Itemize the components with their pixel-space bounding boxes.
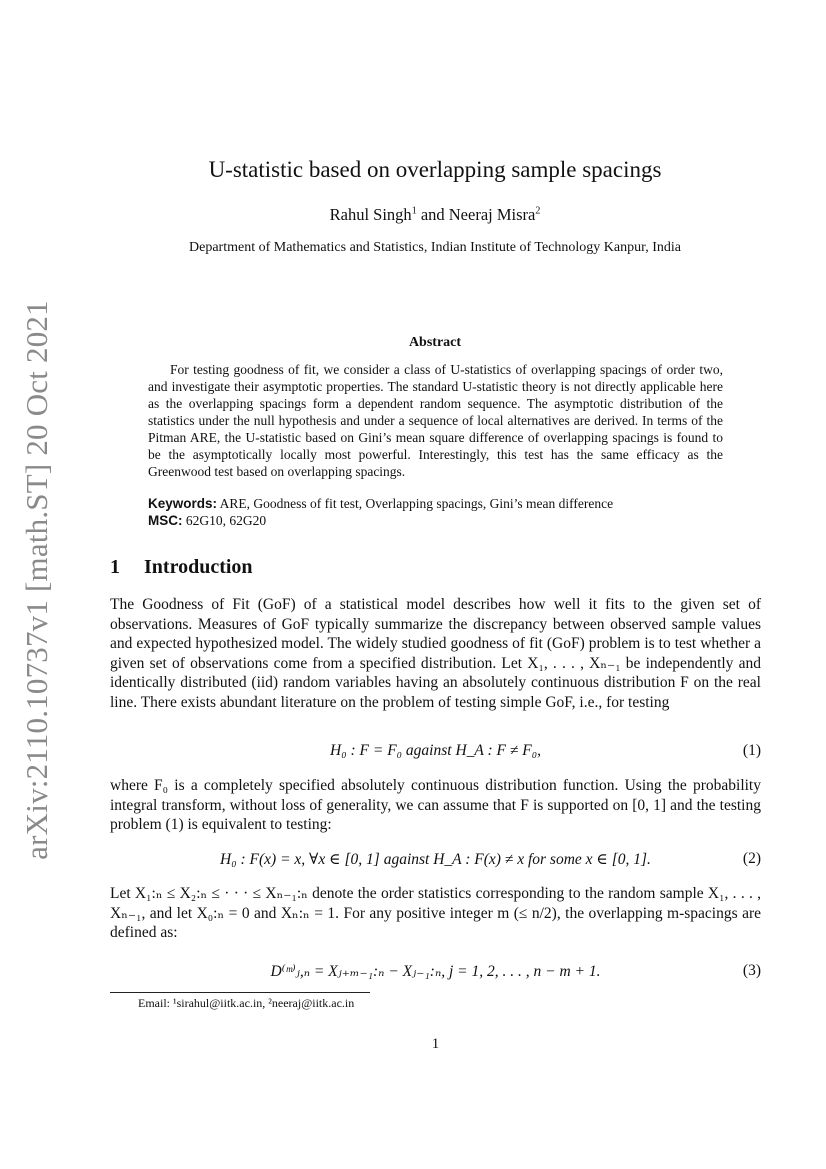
section-title: Introduction xyxy=(144,556,253,578)
keywords-value: ARE, Goodness of fit test, Overlapping spacings, Gini’s mean difference xyxy=(219,496,614,511)
paper-title: U-statistic based on overlapping sample spacings xyxy=(208,157,662,182)
msc-label: MSC: xyxy=(148,513,183,528)
equation-number: (3) xyxy=(742,962,761,979)
page-number: 1 xyxy=(431,1036,440,1052)
affiliation-mark: 1 xyxy=(411,205,417,217)
paragraph: Let X₁:ₙ ≤ X₂:ₙ ≤ · · · ≤ Xₙ₋₁:ₙ denote the order statistics corresponding to the random sample X₁, . . . , Xₙ₋₁, and let X₀:ₙ = 0 and Xₙ:ₙ = 1. For any positive integer m (≤ n/2), the overlapping m-spacings are defined as: xyxy=(110,885,761,942)
author-line xyxy=(110,205,760,225)
paragraph: where F₀ is a completely specified absolutely continuous distribution function. Using the probability integral transform, without loss of generality, we can assume that F is supported on [0, 1] and the testing problem (1) is equivalent to testing: xyxy=(110,777,761,834)
author-name: Neeraj Misra xyxy=(448,205,536,224)
keywords-block xyxy=(148,495,723,529)
equation-number: (2) xyxy=(742,850,761,867)
keywords-line xyxy=(148,495,723,512)
arxiv-identifier: arXiv:2110.10737v1 [math.ST] 20 Oct 2021 xyxy=(19,300,54,860)
section-number: 1 xyxy=(110,556,120,578)
section-heading xyxy=(110,556,253,579)
msc-value: 62G10, 62G20 xyxy=(185,513,267,528)
footnote-rule xyxy=(110,992,370,993)
abstract-heading: Abstract xyxy=(408,335,462,350)
keywords-label: Keywords: xyxy=(148,496,218,511)
abstract-body: For testing goodness of fit, we consider a class of U-statistics of overlapping spacings of order two, and investigate their asymptotic properties. The standard U-statistic theory is not directly applicable here as the overlapping spacings form a dependent random sequence. The asymptotic distribution of the statistics under the null hypothesis and under a sequence of local alternatives are derived. In terms of the Pitman ARE, the U-statistic based on Gini’s mean square difference of overlapping spacings is found to be the asymptotically locally most powerful. Interestingly, this test has the same efficacy as the Greenwood test based on overlapping spacings. xyxy=(148,362,723,479)
footnote: Email: ¹sirahul@iitk.ac.in, ²neeraj@iitk.ac.in xyxy=(138,996,355,1010)
paragraph: The Goodness of Fit (GoF) of a statistical model describes how well it fits to the given set of observations. Measures of GoF typically summarize the discrepancy between observed sample values and expected hypothesized model. The widely studied goodness of fit (GoF) problem is to test whether a given set of observations come from a specified distribution. Let X₁, . . . , Xₙ₋₁ be independently and identically distributed (iid) random variables having an absolutely continuous distribution F on the real line. There exists abundant literature on the problem of testing simple GoF, i.e., for testing xyxy=(110,596,761,711)
equation-number: (1) xyxy=(742,742,761,759)
arxiv-sidebar xyxy=(12,300,62,860)
equation-body: D⁽ᵐ⁾ⱼ,ₙ = Xⱼ₊ₘ₋₁:ₙ − Xⱼ₋₁:ₙ, j = 1, 2, . . . , n − m + 1. xyxy=(270,963,601,980)
affiliation-mark: 2 xyxy=(535,205,541,217)
author-name: Rahul Singh xyxy=(329,205,412,224)
author-connector: and xyxy=(416,205,449,224)
affiliation: Department of Mathematics and Statistics, Indian Institute of Technology Kanpur, India xyxy=(189,240,681,255)
msc-line xyxy=(148,512,723,529)
equation-body: H₀ : F(x) = x, ∀x ∈ [0, 1] against H_A : F(x) ≠ x for some x ∈ [0, 1]. xyxy=(220,851,651,868)
equation-body: H₀ : F = F₀ against H_A : F ≠ F₀, xyxy=(330,742,541,759)
